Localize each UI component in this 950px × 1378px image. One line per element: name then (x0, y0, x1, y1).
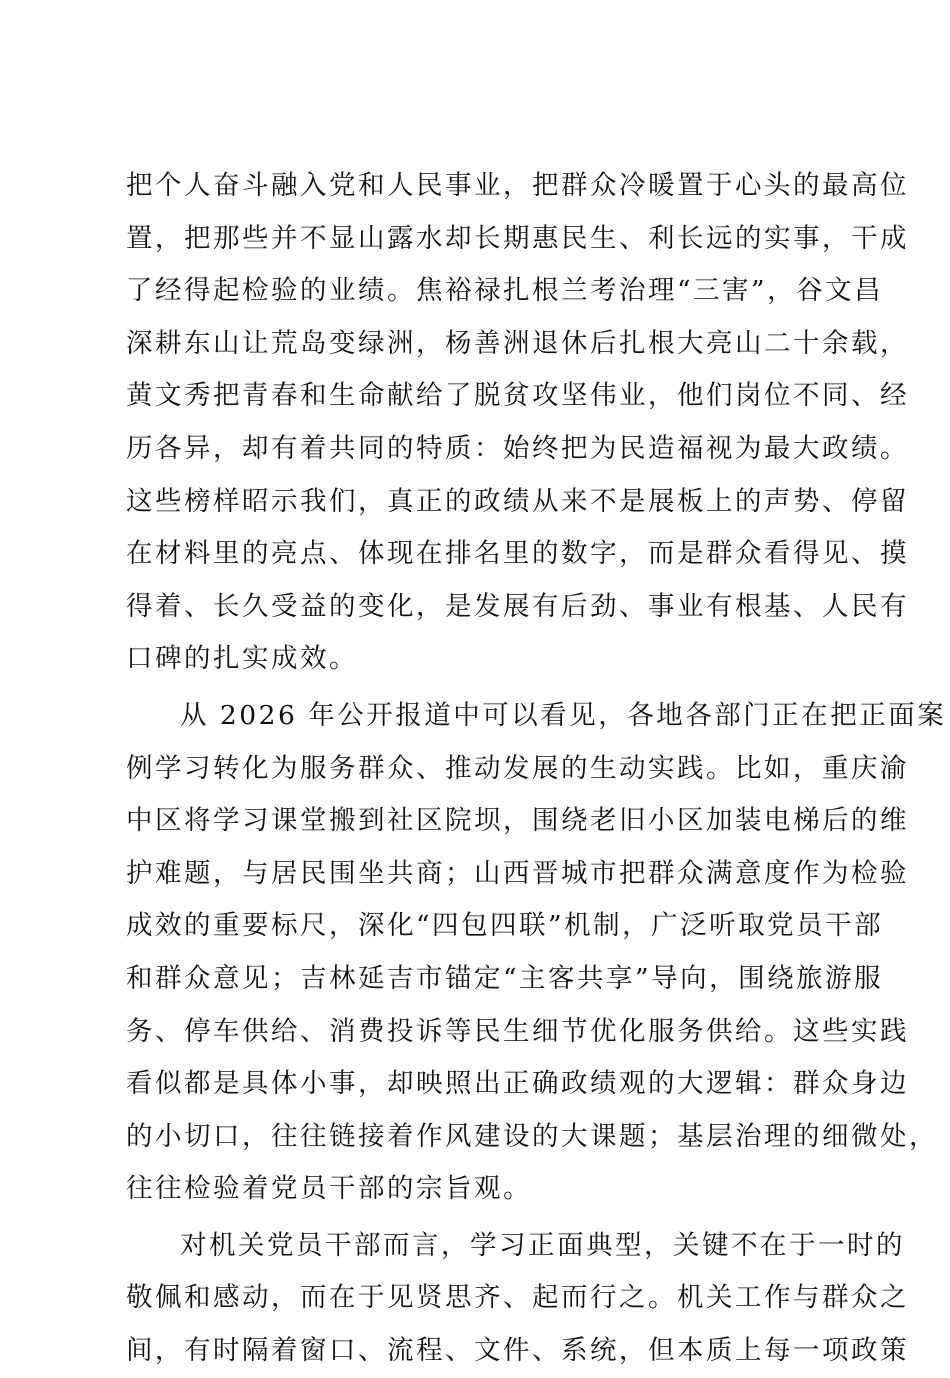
text-line: 深耕东山让荒岛变绿洲，杨善洲退休后扎根大亮山二十余载， (126, 327, 909, 359)
text-line: 置，把那些并不显山露水却长期惠民生、利长远的实事，干成 (126, 222, 909, 254)
text-line: 历各异，却有着共同的特质：始终把为民造福视为最大政绩。 (126, 432, 909, 464)
text-line: 这些榜样昭示我们，真正的政绩从来不是展板上的声势、停留 (126, 485, 909, 517)
text-line: 的小切口，往往链接着作风建设的大课题；基层治理的细微处， (126, 1120, 938, 1152)
text-line-first: 从 2026 年公开报道中可以看见，各地各部门正在把正面案 (180, 699, 947, 731)
text-line: 务、停车供给、消费投诉等民生细节优化服务供给。这些实践 (126, 1015, 909, 1047)
text-line: 在材料里的亮点、体现在排名里的数字，而是群众看得见、摸 (126, 538, 909, 570)
text-line-first: 对机关党员干部而言，学习正面典型，关键不在于一时的 (180, 1229, 905, 1261)
paragraph-2 (126, 690, 947, 1216)
paragraph-1 (126, 160, 909, 686)
text-line: 黄文秀把青春和生命献给了脱贫攻坚伟业，他们岗位不同、经 (126, 380, 909, 412)
text-line: 例学习转化为服务群众、推动发展的生动实践。比如，重庆渝 (126, 752, 909, 784)
text-line: 护难题，与居民围坐共商；山西晋城市把群众满意度作为检验 (126, 857, 909, 889)
text-line: 间，有时隔着窗口、流程、文件、系统，但本质上每一项政策 (126, 1335, 909, 1367)
text-line: 得着、长久受益的变化，是发展有后劲、事业有根基、人民有 (126, 590, 909, 622)
text-line: 和群众意见；吉林延吉市锚定“主客共享”导向，围绕旅游服 (126, 962, 884, 994)
text-line: 成效的重要标尺，深化“四包四联”机制，广泛听取党员干部 (126, 910, 884, 942)
text-line: 看似都是具体小事，却映照出正确政绩观的大逻辑：群众身边 (126, 1068, 909, 1100)
text-line: 把个人奋斗融入党和人民事业，把群众冷暖置于心头的最高位 (126, 170, 909, 201)
body-text (126, 160, 947, 1378)
text-line: 中区将学习课堂搬到社区院坝，围绕老旧小区加装电梯后的维 (126, 805, 909, 837)
text-line: 敬佩和感动，而在于见贤思齐、起而行之。机关工作与群众之 (126, 1282, 909, 1314)
paragraph-3 (126, 1220, 909, 1378)
text-line: 口碑的扎实成效。 (126, 643, 358, 675)
text-line: 了经得起检验的业绩。焦裕禄扎根兰考治理“三害”，谷文昌 (126, 275, 884, 307)
text-line: 往往检验着党员干部的宗旨观。 (126, 1173, 532, 1205)
